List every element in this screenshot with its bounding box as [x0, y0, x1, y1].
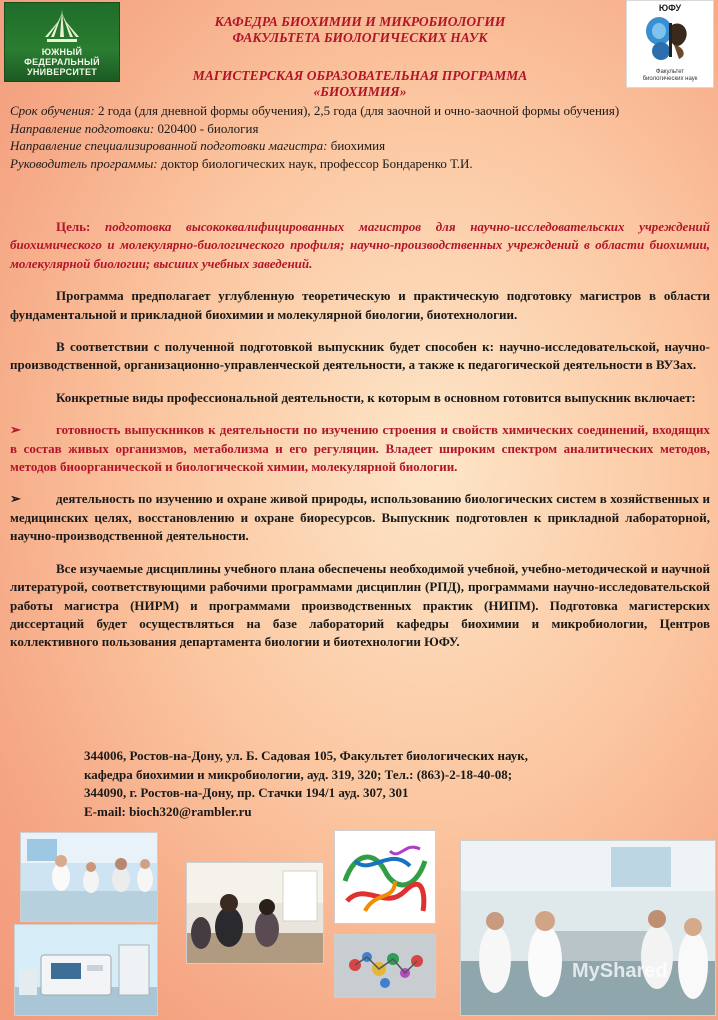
heading-line: ФАКУЛЬТЕТА БИОЛОГИЧЕСКИХ НАУК: [232, 30, 488, 45]
bullet-arrow-icon: ➢: [10, 422, 21, 438]
logo-text-line: ФЕДЕРАЛЬНЫЙ: [24, 57, 100, 67]
logo-caption-line: биологических наук: [642, 76, 698, 82]
logo-text-line: УНИВЕРСИТЕТ: [26, 67, 98, 77]
heading-line: «БИОХИМИЯ»: [313, 84, 407, 99]
address-line: 344090, г. Ростов-на-Дону, пр. Стачки 194/1 ауд. 307, 301: [84, 785, 409, 800]
contact-block: [84, 747, 704, 821]
goal-paragraph: [10, 218, 710, 273]
butterfly-icon: [645, 13, 695, 63]
program-head-row: [10, 155, 710, 173]
goal-text: подготовка высококвалифицированных магистров для научно-исследовательских учреждений биохимического и молекулярно-биологического профиля; научно-производственных учреждений в области биохимии, молекулярной биологии; высших учебных заведений.: [10, 219, 710, 271]
faculty-logo: [626, 0, 714, 88]
students-photo: [186, 862, 324, 964]
address-line: 344006, Ростов-на-Дону, ул. Б. Садовая 105, Факультет биологических наук,: [84, 748, 529, 763]
direction-row: [10, 120, 710, 138]
paragraph: Конкретные виды профессиональной деятельности, к которым в основном готовится выпускник включает:: [56, 389, 696, 405]
duration-row: [10, 102, 710, 120]
bullet-text: готовность выпускников к деятельности по изучению строения и свойств химических соединений, входящих в состав живых организмов, метаболизма и его регуляции. Владеет широким спектром аналитических методов, методов биоорганической и биологической химии, молекулярной биологии.: [10, 422, 710, 475]
goal-label: Цель:: [56, 219, 91, 234]
direction-label: Направление подготовки:: [10, 120, 155, 136]
paragraph: В соответствии с полученной подготовкой выпускник будет способен к: научно-исследовательской, научно-производственной, организационно-управленческой деятельности, а также к педагогической деятельности в ВУЗах.: [10, 339, 710, 373]
logo-text-line: ЮЖНЫЙ: [41, 47, 83, 57]
duration-label: Срок обучения:: [10, 103, 95, 118]
specialization-label: Направление специализированной подготовки магистра:: [10, 138, 328, 153]
torch-icon: [43, 7, 81, 47]
paragraph: Программа предполагает углубленную теоретическую и практическую подготовку магистров в области фундаментальной и прикладной биохимии и молекулярной биологии, биотехнологии.: [10, 288, 710, 322]
department-heading: [130, 14, 590, 46]
university-logo: [4, 2, 120, 82]
bullet-text: деятельность по изучению и охране живой природы, использованию биологических систем в хозяйственных и медицинских целях, восстановлению и охране биоресурсов. Выпускник подготовлен к прикладной лабораторной, научно-производственной деятельности.: [10, 491, 710, 544]
logo-title: ЮФУ: [658, 3, 682, 13]
program-head-value: доктор биологических наук, профессор Бондаренко Т.И.: [157, 155, 473, 171]
logo-caption-line: Факультет: [655, 69, 685, 75]
heading-line: МАГИСТЕРСКАЯ ОБРАЗОВАТЕЛЬНАЯ ПРОГРАММА: [192, 68, 528, 83]
program-info: [10, 102, 710, 172]
direction-value: 020400 - биология: [154, 120, 259, 136]
protein-structure-image: [334, 830, 436, 924]
program-head-label: Руководитель программы:: [10, 155, 158, 171]
email-line[interactable]: E-mail: bioch320@rambler.ru: [84, 803, 252, 819]
specialization-row: [10, 137, 710, 155]
watermark: MyShared: [572, 960, 668, 982]
molecule-model-image: [334, 934, 436, 998]
paragraph: Все изучаемые дисциплины учебного плана обеспечены необходимой учебной, учебно-методической и научной литературой, соответствующими рабочими программами дисциплин (РПД), программами научно-исследовательской работы магистра (НИРМ) и программами производственных практик (НИПМ). Подготовка магистерских диссертаций будет осуществляться на базе лабораторий кафедры биохимии и микробиологии, Центров коллективного пользования департамента биологии и биотехнологии ЮФУ.: [10, 560, 710, 650]
specialization-value: биохимия: [327, 138, 386, 153]
bullet-arrow-icon: ➢: [10, 491, 21, 507]
program-description: [10, 218, 710, 666]
bullet-item: [10, 490, 710, 545]
classroom-photo: [20, 832, 158, 922]
laboratory-group-photo: [460, 840, 716, 1016]
heading-line: КАФЕДРА БИОХИМИИ И МИКРОБИОЛОГИИ: [214, 14, 506, 29]
department-line: кафедра биохимии и микробиологии, ауд. 319, 320; Тел.: (863)-2-18-40-08;: [84, 766, 513, 782]
duration-value: 2 года (для дневной формы обучения), 2,5 года (для заочной и очно-заочной формы обучения): [94, 103, 620, 118]
program-heading: [130, 68, 590, 100]
bullet-item: [10, 421, 710, 476]
lab-equipment-photo: [14, 924, 158, 1016]
